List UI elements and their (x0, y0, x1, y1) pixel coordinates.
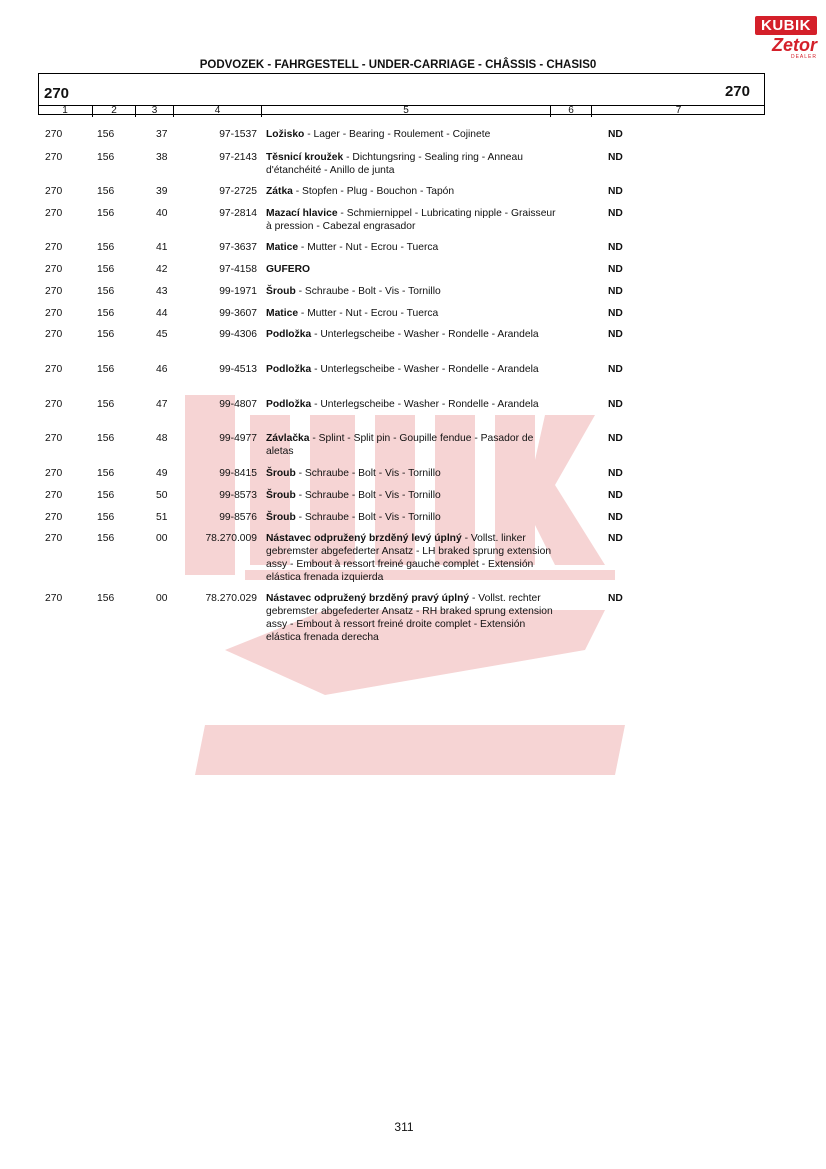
cell-part-number: 97-1537 (219, 129, 257, 140)
cell-group: 270 (45, 186, 63, 197)
part-name: Šroub (266, 490, 296, 501)
cell-availability: ND (608, 490, 623, 501)
cell-position: 51 (156, 512, 168, 523)
cell-group: 270 (45, 490, 63, 501)
cell-sub: 156 (97, 308, 115, 319)
logo-dealer-text: DEALER (790, 54, 817, 60)
part-name: Matice (266, 308, 299, 319)
cell-part-number: 78.270.009 (205, 533, 257, 544)
cell-availability: ND (608, 512, 623, 523)
cell-position: 38 (156, 152, 168, 163)
cell-sub: 156 (97, 364, 115, 375)
part-name: Podložka (266, 329, 312, 340)
part-name: Podložka (266, 364, 312, 375)
cell-group: 270 (45, 242, 63, 253)
cell-sub: 156 (97, 242, 115, 253)
cell-part-number: 99-4807 (219, 399, 257, 410)
page-number: 311 (394, 1120, 414, 1134)
part-name: Matice (266, 242, 299, 253)
group-number-right: 270 (724, 83, 750, 100)
cell-availability: ND (608, 329, 623, 340)
part-translations: - Dichtungsring - Sealing ring - Anneau d'étanchéité - Anillo de junta (266, 152, 523, 176)
cell-availability: ND (608, 364, 623, 375)
cell-sub: 156 (97, 152, 115, 163)
part-name: Zátka (266, 186, 293, 197)
cell-description (266, 592, 556, 644)
cell-availability: ND (608, 242, 623, 253)
logo-zetor-text: Zetor (772, 35, 817, 55)
part-translations: - Unterlegscheibe - Washer - Rondelle - Arandela (311, 399, 539, 410)
part-translations: - Schraube - Bolt - Vis - Tornillo (295, 512, 441, 523)
cell-description (266, 151, 556, 177)
cell-group: 270 (45, 433, 63, 444)
cell-description (266, 398, 556, 411)
part-translations: - Stopfen - Plug - Bouchon - Tapón (292, 186, 455, 197)
cell-description (266, 432, 556, 458)
part-translations: - Vollst. linker gebremster abgefederter Ansatz - LH braked sprung extension assy - Embout à ressort freiné gauche complet - Extensión elástica frenada izquierda (266, 533, 552, 583)
cell-position: 45 (156, 329, 168, 340)
part-name: Nástavec odpružený brzděný pravý úplný (266, 593, 470, 604)
cell-availability: ND (608, 129, 623, 140)
cell-group: 270 (45, 533, 63, 544)
cell-group: 270 (45, 399, 63, 410)
cell-description (266, 363, 556, 376)
group-number-left: 270 (44, 85, 70, 102)
cell-part-number: 99-3607 (219, 308, 257, 319)
cell-description (266, 489, 556, 502)
part-translations: - Vollst. rechter gebremster abgefederter Ansatz - RH braked sprung extension assy - Embout à ressort freiné droite complet - Extensión elástica frenada derecha (266, 593, 553, 643)
part-name: Šroub (266, 286, 296, 297)
cell-group: 270 (45, 264, 63, 275)
cell-group: 270 (45, 593, 63, 604)
cell-availability: ND (608, 468, 623, 479)
cell-description (266, 532, 556, 584)
column-header-6: 6 (550, 105, 591, 117)
cell-description (266, 467, 556, 480)
cell-sub: 156 (97, 399, 115, 410)
cell-position: 43 (156, 286, 168, 297)
part-translations: - Mutter - Nut - Ecrou - Tuerca (298, 242, 439, 253)
cell-description (266, 328, 556, 341)
cell-sub: 156 (97, 186, 115, 197)
cell-part-number: 99-8573 (219, 490, 257, 501)
cell-part-number: 99-8415 (219, 468, 257, 479)
cell-availability: ND (608, 152, 623, 163)
column-header-5: 5 (261, 105, 550, 117)
cell-position: 50 (156, 490, 168, 501)
cell-availability: ND (608, 399, 623, 410)
cell-availability: ND (608, 208, 623, 219)
part-translations: - Unterlegscheibe - Washer - Rondelle - Arandela (311, 329, 539, 340)
part-name: Mazací hlavice (266, 208, 338, 219)
cell-position: 47 (156, 399, 168, 410)
cell-description (266, 241, 556, 254)
cell-position: 41 (156, 242, 168, 253)
cell-part-number: 97-3637 (219, 242, 257, 253)
cell-position: 37 (156, 129, 168, 140)
cell-description (266, 128, 556, 141)
part-name: Nástavec odpružený brzděný levý úplný (266, 533, 462, 544)
cell-availability: ND (608, 286, 623, 297)
cell-part-number: 97-2725 (219, 186, 257, 197)
cell-position: 39 (156, 186, 168, 197)
cell-part-number: 99-4977 (219, 433, 257, 444)
cell-availability: ND (608, 433, 623, 444)
cell-description (266, 285, 556, 298)
part-translations: - Lager - Bearing - Roulement - Cojinete (304, 129, 491, 140)
part-name: Šroub (266, 468, 296, 479)
cell-group: 270 (45, 308, 63, 319)
part-translations: - Mutter - Nut - Ecrou - Tuerca (298, 308, 439, 319)
cell-position: 46 (156, 364, 168, 375)
cell-position: 40 (156, 208, 168, 219)
cell-sub: 156 (97, 129, 115, 140)
part-translations: - Schraube - Bolt - Vis - Tornillo (295, 468, 441, 479)
cell-group: 270 (45, 512, 63, 523)
cell-sub: 156 (97, 329, 115, 340)
cell-sub: 156 (97, 433, 115, 444)
cell-position: 00 (156, 593, 168, 604)
cell-part-number: 99-8576 (219, 512, 257, 523)
column-header-4: 4 (173, 105, 261, 117)
cell-group: 270 (45, 364, 63, 375)
cell-sub: 156 (97, 468, 115, 479)
cell-description (266, 307, 556, 320)
part-name: Podložka (266, 399, 312, 410)
cell-part-number: 78.270.029 (205, 593, 257, 604)
cell-group: 270 (45, 329, 63, 340)
cell-position: 49 (156, 468, 168, 479)
column-header-1: 1 (62, 105, 68, 116)
cell-availability: ND (608, 186, 623, 197)
cell-part-number: 97-2143 (219, 152, 257, 163)
cell-description (266, 263, 556, 276)
cell-sub: 156 (97, 208, 115, 219)
cell-part-number: 99-1971 (219, 286, 257, 297)
part-name: Ložisko (266, 129, 305, 140)
cell-description (266, 207, 556, 233)
cell-part-number: 97-4158 (219, 264, 257, 275)
column-header-3: 3 (135, 105, 173, 117)
cell-description (266, 511, 556, 524)
cell-group: 270 (45, 208, 63, 219)
part-name: Šroub (266, 512, 296, 523)
cell-sub: 156 (97, 512, 115, 523)
cell-part-number: 97-2814 (219, 208, 257, 219)
cell-sub: 156 (97, 490, 115, 501)
part-translations: - Schraube - Bolt - Vis - Tornillo (295, 286, 441, 297)
cell-position: 48 (156, 433, 168, 444)
column-header-2: 2 (92, 105, 135, 117)
cell-availability: ND (608, 308, 623, 319)
part-translations: - Unterlegscheibe - Washer - Rondelle - Arandela (311, 364, 539, 375)
cell-description (266, 185, 556, 198)
cell-position: 42 (156, 264, 168, 275)
cell-group: 270 (45, 152, 63, 163)
cell-sub: 156 (97, 533, 115, 544)
part-translations: - Schraube - Bolt - Vis - Tornillo (295, 490, 441, 501)
part-name: Těsnicí kroužek (266, 152, 344, 163)
cell-position: 44 (156, 308, 168, 319)
cell-group: 270 (45, 286, 63, 297)
column-header-7: 7 (591, 105, 765, 117)
kubik-zetor-logo (755, 16, 817, 64)
page-title: PODVOZEK - FAHRGESTELL - UNDER-CARRIAGE - CHÂSSIS - CHASIS0 (199, 59, 597, 71)
cell-sub: 156 (97, 593, 115, 604)
part-name: GUFERO (266, 264, 311, 275)
cell-group: 270 (45, 129, 63, 140)
cell-sub: 156 (97, 286, 115, 297)
cell-availability: ND (608, 533, 623, 544)
logo-kubik-text: KUBIK (755, 16, 817, 35)
part-name: Závlačka (266, 433, 310, 444)
cell-position: 00 (156, 533, 168, 544)
cell-part-number: 99-4513 (219, 364, 257, 375)
cell-part-number: 99-4306 (219, 329, 257, 340)
cell-group: 270 (45, 468, 63, 479)
part-translations: - Splint - Split pin - Goupille fendue - Pasador de aletas (266, 433, 534, 457)
cell-sub: 156 (97, 264, 115, 275)
cell-availability: ND (608, 264, 623, 275)
cell-availability: ND (608, 593, 623, 604)
part-translations: - Schmiernippel - Lubricating nipple - Graisseur à pression - Cabezal engrasador (266, 208, 556, 232)
